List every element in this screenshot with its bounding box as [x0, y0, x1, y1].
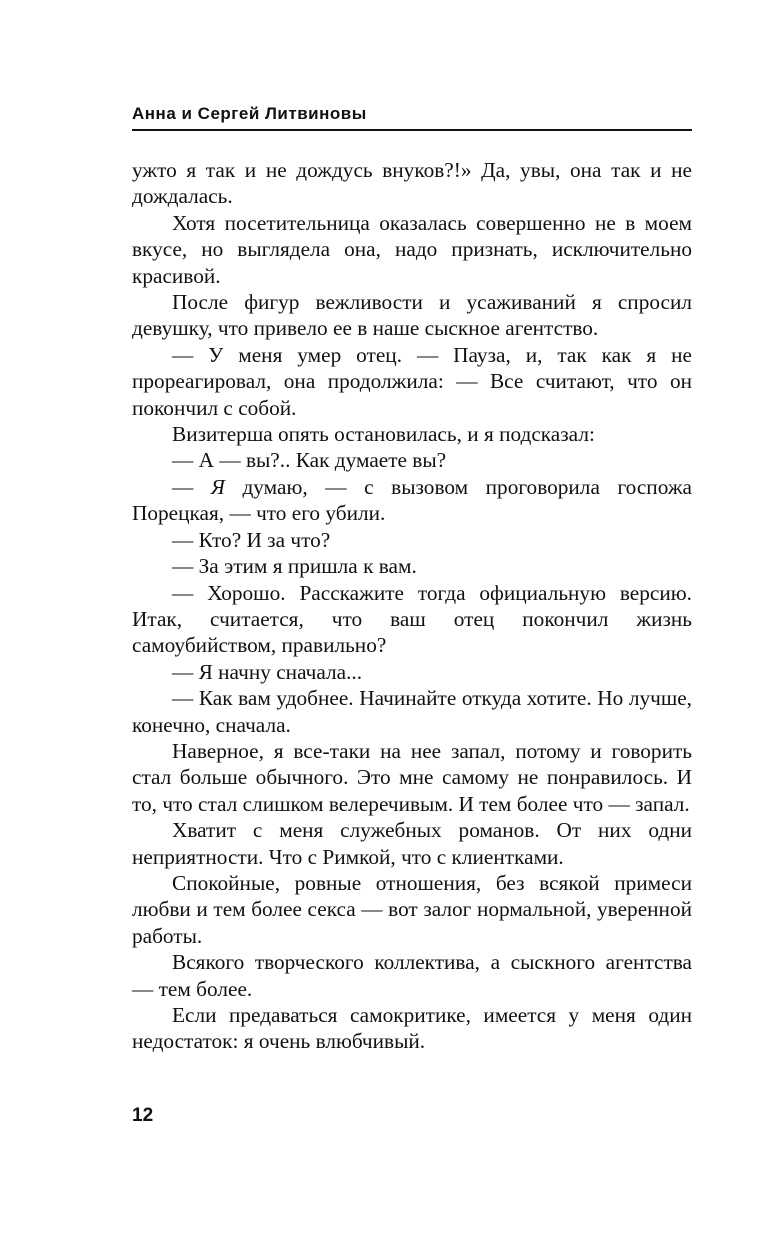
- header-rule: [132, 129, 692, 131]
- paragraph: Хватит с меня служебных романов. От них одни неприятности. Что с Римкой, что с клиентками.: [132, 818, 692, 869]
- paragraph: После фигур вежливости и усаживаний я спросил девушку, что привело ее в наше сыскное агентство.: [132, 290, 692, 341]
- running-header: Анна и Сергей Литвиновы: [132, 104, 367, 123]
- paragraph: Визитерша опять остановилась, и я подсказал:: [172, 422, 595, 447]
- paragraph-rest: думаю, — с вызовом проговорила госпожа Порецкая, — что его убили.: [132, 474, 692, 526]
- paragraph: — Как вам удобнее. Начинайте откуда хотите. Но лучше, конечно, сначала.: [132, 686, 692, 737]
- page-number: 12: [132, 1105, 154, 1126]
- paragraph: — За этим я пришла к вам.: [172, 554, 417, 579]
- paragraph: Спокойные, ровные отношения, без всякой примеси любви и тем более секса — вот залог нормальной, уверенной работы.: [132, 870, 692, 948]
- paragraph: — Хорошо. Расскажите тогда официальную версию. Итак, считается, что ваш отец покончил жизнь самоубийством, правильно?: [132, 580, 692, 658]
- emphasized-word: Я: [210, 474, 225, 499]
- paragraph: — Я начну сначала...: [172, 659, 363, 684]
- paragraph: — А — вы?.. Как думаете вы?: [172, 448, 447, 473]
- page-body: [132, 157, 692, 1055]
- paragraph: — Кто? И за что?: [172, 527, 331, 552]
- paragraph: — У меня умер отец. — Пауза, и, так как я не прореагировал, она продолжила: — Все считают, что он покончил с собой.: [132, 342, 692, 420]
- paragraph: Хотя посетительница оказалась совершенно не в моем вкусе, но выглядела она, надо признать, исключительно красивой.: [132, 210, 692, 288]
- dialogue-dash: —: [172, 474, 211, 499]
- paragraph: ужто я так и не дождусь внуков?!» Да, увы, она так и не дождалась.: [132, 158, 692, 209]
- paragraph: Если предаваться самокритике, имеется у меня один недостаток: я очень влюбчивый.: [132, 1003, 692, 1054]
- paragraph: Всякого творческого коллектива, а сыскного агентства — тем более.: [132, 950, 692, 1001]
- paragraph: [132, 474, 692, 527]
- paragraph: Наверное, я все-таки на нее запал, потому и говорить стал больше обычного. Это мне самому не понравилось. И то, что стал слишком велеречивым. И тем более что — запал.: [132, 738, 692, 816]
